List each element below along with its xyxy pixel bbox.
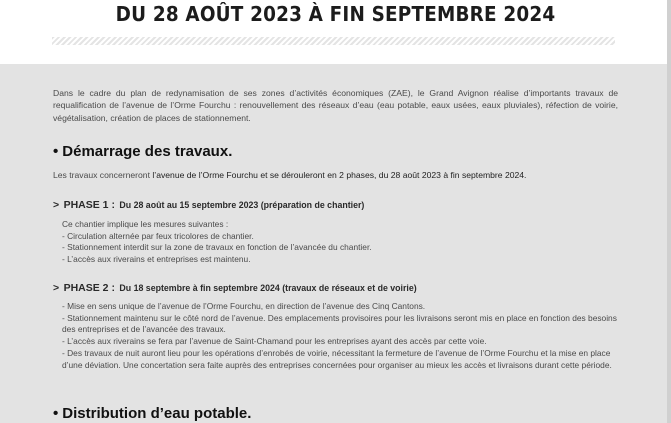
intro-paragraph: Dans le cadre du plan de redynamisation de ses zones d’activités économiques (ZAE), le Grand Avignon réalise d’importants travaux de requalification de l’avenue de l’Orme Fourchu : renouvellement des réseaux d’eau (eau potable, eaux usées, eaux pluviales), réfection de voirie, végétalisation, création de places de stationnement. (53, 88, 618, 123)
section-title: Distribution d’eau potable. (62, 405, 252, 422)
hatched-divider (52, 37, 615, 45)
works-lead (53, 170, 633, 180)
bullet-icon: • (53, 405, 59, 422)
header-band (0, 0, 671, 64)
page-title: DU 28 AOÛT 2023 À FIN SEPTEMBRE 2024 (115, 2, 556, 26)
list-item: - Stationnement interdit sur la zone de travaux en fonction de l’avancée du chantier. (62, 242, 372, 253)
chevron-right-icon: > (53, 199, 60, 211)
section-heading-works-start (53, 143, 232, 160)
phase-dates: Du 18 septembre à fin septembre 2024 (travaux de réseaux et de voirie) (119, 283, 417, 293)
phase-label: PHASE 1 : (63, 199, 115, 211)
list-item: - Circulation alternée par feux tricolores de chantier. (62, 230, 254, 241)
phase-dates: Du 28 août au 15 septembre 2023 (préparation de chantier) (119, 200, 365, 210)
phase-2-details (62, 301, 622, 371)
chevron-right-icon: > (53, 282, 60, 294)
scrollbar-edge[interactable] (667, 0, 671, 423)
list-item: - L’accès aux riverains se fera par l’avenue de Saint-Chamand pour les entreprises ayant des accès par cette voie. (62, 336, 487, 347)
phase-label: PHASE 2 : (63, 282, 115, 294)
section-title: Démarrage des travaux. (62, 143, 233, 160)
phase-intro: Ce chantier implique les mesures suivantes : (62, 219, 229, 229)
phase-2-heading (53, 278, 417, 296)
list-item: - L’accès aux riverains et entreprises est maintenu. (62, 254, 251, 265)
phase-1-heading (53, 195, 364, 213)
lead-emphasis: l’avenue de l’Orme Fourchu et se dérouleront en 2 phases, du 28 août 2023 à fin septembre 2024. (152, 170, 527, 180)
list-item: - Mise en sens unique de l’avenue de l’Orme Fourchu, en direction de l’avenue des Cinq Cantons. (62, 301, 426, 311)
lead-prefix: Les travaux concerneront (53, 170, 153, 180)
section-heading-water (53, 405, 251, 422)
list-item: - Des travaux de nuit auront lieu pour les opérations d’enrobés de voirie, nécessitant la fermeture de l’avenue de l’Orme Fourchu et la mise en place d’une déviation. Une concertation sera faite auprès des entreprises concernées pour organiser au mieux les accès et livraisons durant cette période. (62, 347, 612, 370)
phase-1-details (62, 219, 622, 266)
list-item: - Stationnement maintenu sur le côté nord de l’avenue. Des emplacements provisoires pour les livraisons seront mis en place en fonction des besoins des entreprises et de l’avancée des travaux. (62, 312, 617, 335)
bullet-icon: • (53, 143, 59, 160)
